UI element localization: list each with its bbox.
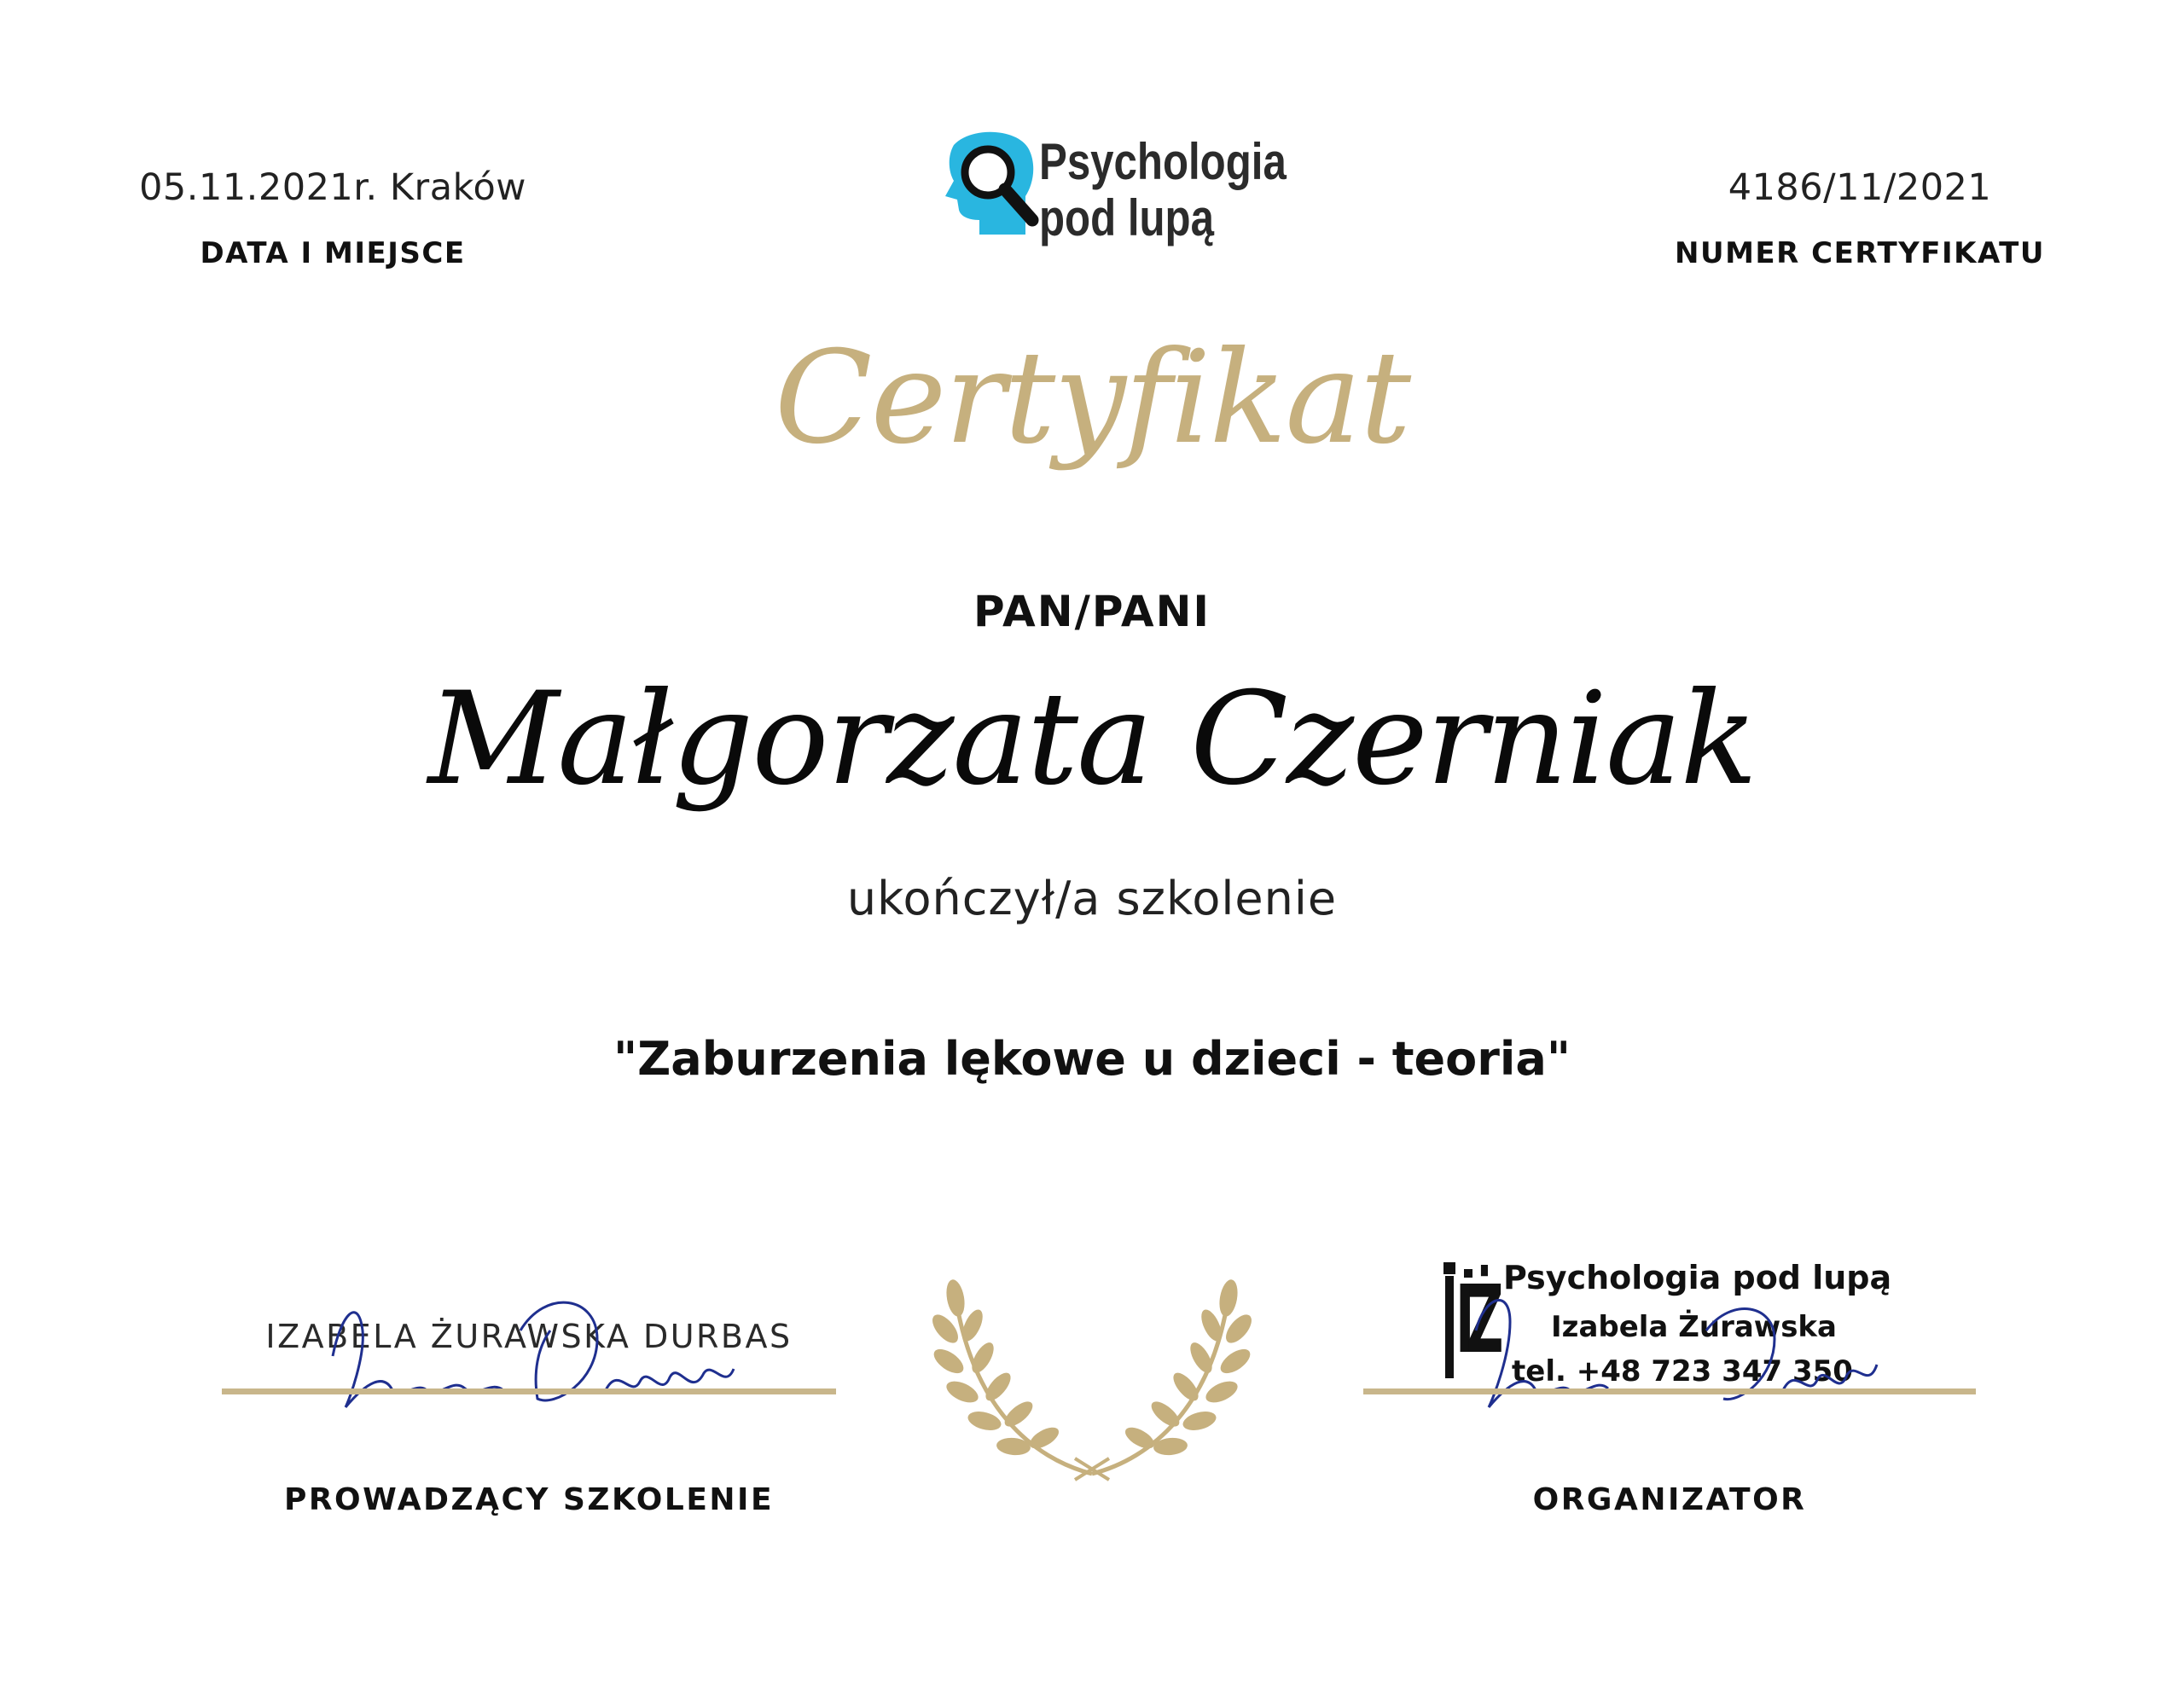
recipient-name: Małgorzata Czerniak [427, 665, 1757, 814]
completed-text: ukończył/a szkolenie [846, 872, 1338, 925]
date-place-label: DATA I MIEJSCE [200, 236, 466, 270]
course-title: "Zaburzenia lękowe u dzieci - teoria" [613, 1032, 1571, 1086]
stamp-line-2: Izabela Żurawska [1551, 1310, 1837, 1344]
brand-logo [937, 128, 1295, 247]
logo-line-1: Psychologia [1039, 133, 1287, 190]
organizer-signature [1450, 1279, 1894, 1424]
certificate-number-label: NUMER CERTYFIKATU [1675, 236, 2045, 270]
stamp-line-3: tel. +48 723 347 350 [1512, 1354, 1853, 1388]
stamp-line-1: Psychologia pod lupą [1503, 1259, 1892, 1296]
instructor-name: IZABELA ŻURAWSKA DURBAS [265, 1318, 793, 1355]
date-place-block [119, 166, 546, 270]
certificate-number-value: 4186/11/2021 [1728, 166, 1992, 209]
organizer-signature-line [1363, 1388, 1976, 1394]
laurel-wreath-icon [930, 1279, 1254, 1484]
certificate-number-block [1655, 166, 2065, 270]
instructor-signature [324, 1279, 768, 1424]
organizer-role-label: ORGANIZATOR [1532, 1482, 1807, 1517]
logo-line-2: pod lupą [1039, 189, 1214, 246]
instructor-signature-line [222, 1388, 836, 1394]
head-magnifier-icon [937, 128, 1048, 247]
date-place-value: 05.11.2021r. Kraków [139, 166, 526, 209]
instructor-role-label: PROWADZĄCY SZKOLENIE [283, 1482, 775, 1517]
stamp-initials: IŻ [1455, 1265, 1496, 1374]
certificate-title: Certyfikat [774, 324, 1410, 472]
salutation: PAN/PANI [973, 587, 1211, 636]
